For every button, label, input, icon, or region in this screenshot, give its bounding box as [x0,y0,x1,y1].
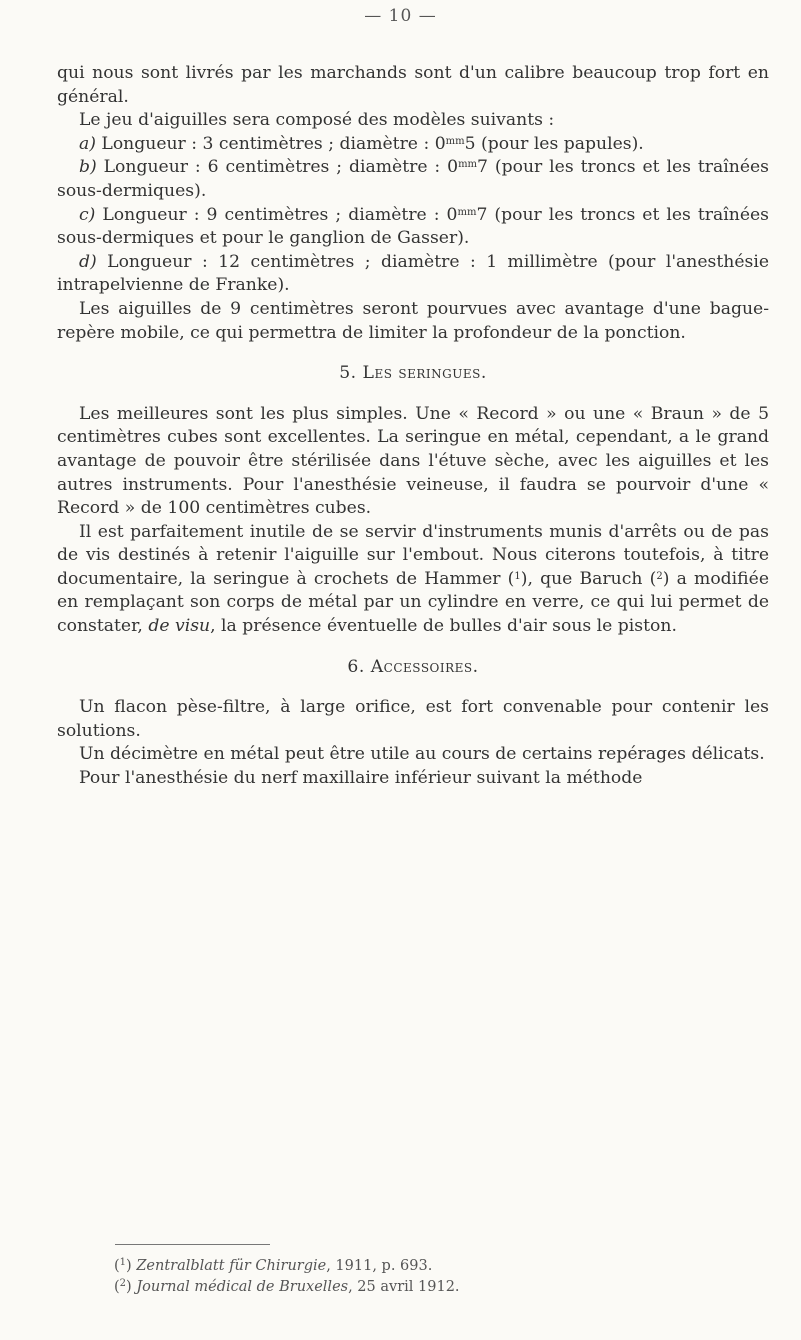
paragraph: Un décimètre en métal peut être utile au cours de certains repérages délicats. [79,744,765,765]
list-item-d [57,251,769,298]
item-text: 5 (pour les papules). [464,133,644,154]
section-heading-seringues: 5. Les seringues. [339,363,487,384]
list-item-a [57,133,769,157]
list-item-c [57,204,769,251]
item-text: Longueur : 9 centimètres ; diamètre : 0 [95,204,458,225]
paragraph: Les meilleures sont les plus simples. Une « Record » ou une « Braun » de 5 centimètres cubes sont excellentes. La seringue en métal, cependant, a le grand avantage de pouvoir être stérilisée dans l'étuve sèche, avec les aiguilles et les autres instruments. Pour l'anesthésie veineuse, il faudra se pourvoir d'une « Record » de 100 centimètres cubes. [57,403,769,519]
item-letter: d) [79,251,97,272]
footnote: ($^2$) Journal médical de Bruxelles, 25 avril 1912. [114,1278,460,1295]
footnote-divider [115,1244,270,1245]
item-letter: c) [79,204,96,225]
item-text: Longueur : 6 centimètres ; diamètre : 0 [96,157,459,178]
section-heading-accessoires: 6. Accessoires. [347,656,479,677]
item-text: Longueur : 3 centimètres ; diamètre : 0 [95,133,446,154]
item-text: Longueur : 12 centimètres ; diamètre : 1 millimètre (pour l'anesthésie intrapelvienne de Franke). [57,251,769,296]
paragraph: Il est parfaitement inutile de se servir d'instruments munis d'arrêts ou de pas de vis destinés à retenir l'aiguille sur l'embout. Nous citerons toutefois, à titre documentaire, la seringue à crochets de Hammer ($^1$), que Baruch ($^2$) a modifiée en remplaçant son corps de métal par un cylindre en verre, ce qui lui permet de constater, de visu, la présence éventuelle de bulles d'air sous le piston. [57,521,769,637]
item-text: 7 (pour les troncs et les traînées sous-dermiques et pour le ganglion de Gasser). [57,204,769,249]
item-letter: b) [79,157,97,178]
unit-superscript: mm [445,135,465,147]
item-text: 7 (pour les troncs et les traînées sous-dermiques). [57,157,769,201]
italic-phrase: de visu [148,616,211,637]
paragraph: Les aiguilles de 9 centimètres seront pourvues avec avantage d'une bague-repère mobile, ce qui permettra de limiter la profondeur de la ponction. [57,298,769,343]
page-number: — 10 — [364,6,437,26]
unit-superscript: mm [457,206,477,218]
unit-superscript: mm [458,159,478,171]
paragraph: qui nous sont livrés par les marchands sont d'un calibre beaucoup trop fort en général. [57,63,769,107]
footnotes [114,1256,754,1298]
footnote: ($^1$) Zentralblatt für Chirurgie, 1911, p. 693. [114,1257,433,1274]
footnote-ref: 1 [514,570,521,582]
paragraph: Le jeu d'aiguilles sera composé des modèles suivants : [79,110,555,131]
item-letter: a) [79,133,96,154]
footnote-ref: 2 [656,570,663,582]
list-item-b [57,156,769,203]
paragraph: Un flacon pèse-filtre, à large orifice, est fort convenable pour contenir les solutions. [57,697,769,741]
body-text [57,62,769,791]
paragraph: Pour l'anesthésie du nerf maxillaire inférieur suivant la méthode [79,768,643,789]
